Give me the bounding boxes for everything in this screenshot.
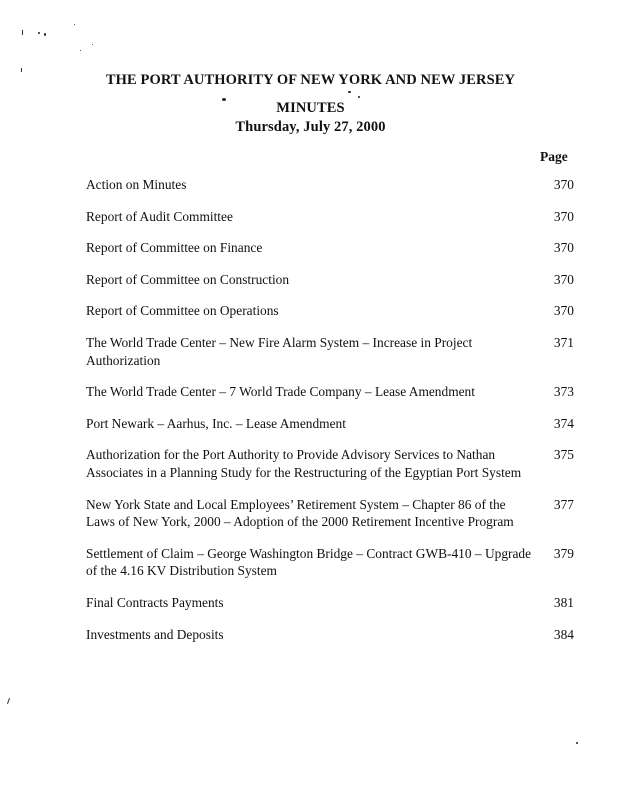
scan-speck — [74, 24, 75, 25]
toc-entry-title: Settlement of Claim – George Washington Bridge – Contract GWB-410 – Upgrade of the 4.16 KV Distribution System — [86, 545, 532, 579]
toc-entry-title: Authorization for the Port Authority to Provide Advisory Services to Nathan Associates in a Planning Study for the Restructuring of the Egyptian Port System — [86, 447, 522, 480]
table-of-contents — [86, 176, 574, 643]
minutes-heading: MINUTES — [276, 100, 345, 116]
scan-speck — [348, 91, 351, 93]
toc-entry — [86, 496, 574, 531]
organization-heading: THE PORT AUTHORITY OF NEW YORK AND NEW JERSEY — [105, 72, 516, 88]
toc-entry — [86, 208, 574, 226]
toc-entry-title: Report of Committee on Construction — [86, 271, 290, 287]
toc-entry-page: 377 — [553, 496, 574, 512]
scan-speck — [38, 32, 40, 34]
toc-entry — [86, 176, 574, 194]
toc-entry — [86, 334, 574, 369]
toc-entry-page: 384 — [553, 626, 574, 642]
scan-speck — [358, 96, 360, 98]
scan-speck — [44, 33, 46, 36]
scan-speck — [576, 742, 578, 744]
toc-entry-page: 373 — [553, 384, 574, 400]
toc-entry-title: Investments and Deposits — [86, 626, 224, 642]
toc-entry — [86, 446, 574, 481]
toc-entry-title: Report of Audit Committee — [86, 208, 233, 224]
toc-entry-page: 370 — [553, 271, 574, 287]
toc-entry-page: 379 — [553, 545, 574, 561]
toc-entry-title: Port Newark – Aarhus, Inc. – Lease Amendment — [86, 415, 346, 431]
toc-entry-title: The World Trade Center – 7 World Trade Company – Lease Amendment — [86, 384, 475, 400]
toc-entry — [86, 626, 574, 644]
toc-entry-title: Final Contracts Payments — [86, 594, 224, 610]
toc-entry — [86, 239, 574, 257]
scan-speck — [92, 44, 93, 45]
toc-entry-page: 374 — [553, 415, 574, 431]
toc-entry — [86, 271, 574, 289]
toc-entry — [86, 383, 574, 401]
meeting-date: Thursday, July 27, 2000 — [235, 119, 386, 135]
scan-speck — [22, 30, 23, 35]
toc-entry — [86, 415, 574, 433]
page-column-label: Page — [540, 149, 568, 164]
toc-entry — [86, 302, 574, 320]
toc-entry — [86, 545, 574, 580]
toc-entry-page: 375 — [553, 447, 574, 463]
toc-entry-title: Report of Committee on Operations — [86, 303, 279, 319]
toc-entry-page: 381 — [553, 594, 574, 610]
toc-entry-page: 370 — [553, 303, 574, 319]
toc-entry-title: Report of Committee on Finance — [86, 240, 263, 256]
scan-speck — [80, 50, 81, 51]
toc-entry-page: 370 — [553, 208, 574, 224]
toc-entry-title: New York State and Local Employees’ Retirement System – Chapter 86 of the Laws of New York, 2000 – Adoption of the 2000 Retirement Incentive Program — [86, 496, 514, 530]
toc-entry-page: 370 — [553, 177, 574, 192]
scan-speck — [7, 698, 10, 704]
toc-entry — [86, 594, 574, 612]
toc-entry-title: Action on Minutes — [86, 177, 187, 192]
toc-entry-page: 371 — [553, 334, 574, 350]
toc-entry-page: 370 — [553, 240, 574, 256]
toc-entry-title: The World Trade Center – New Fire Alarm System – Increase in Project Authorization — [86, 334, 473, 368]
